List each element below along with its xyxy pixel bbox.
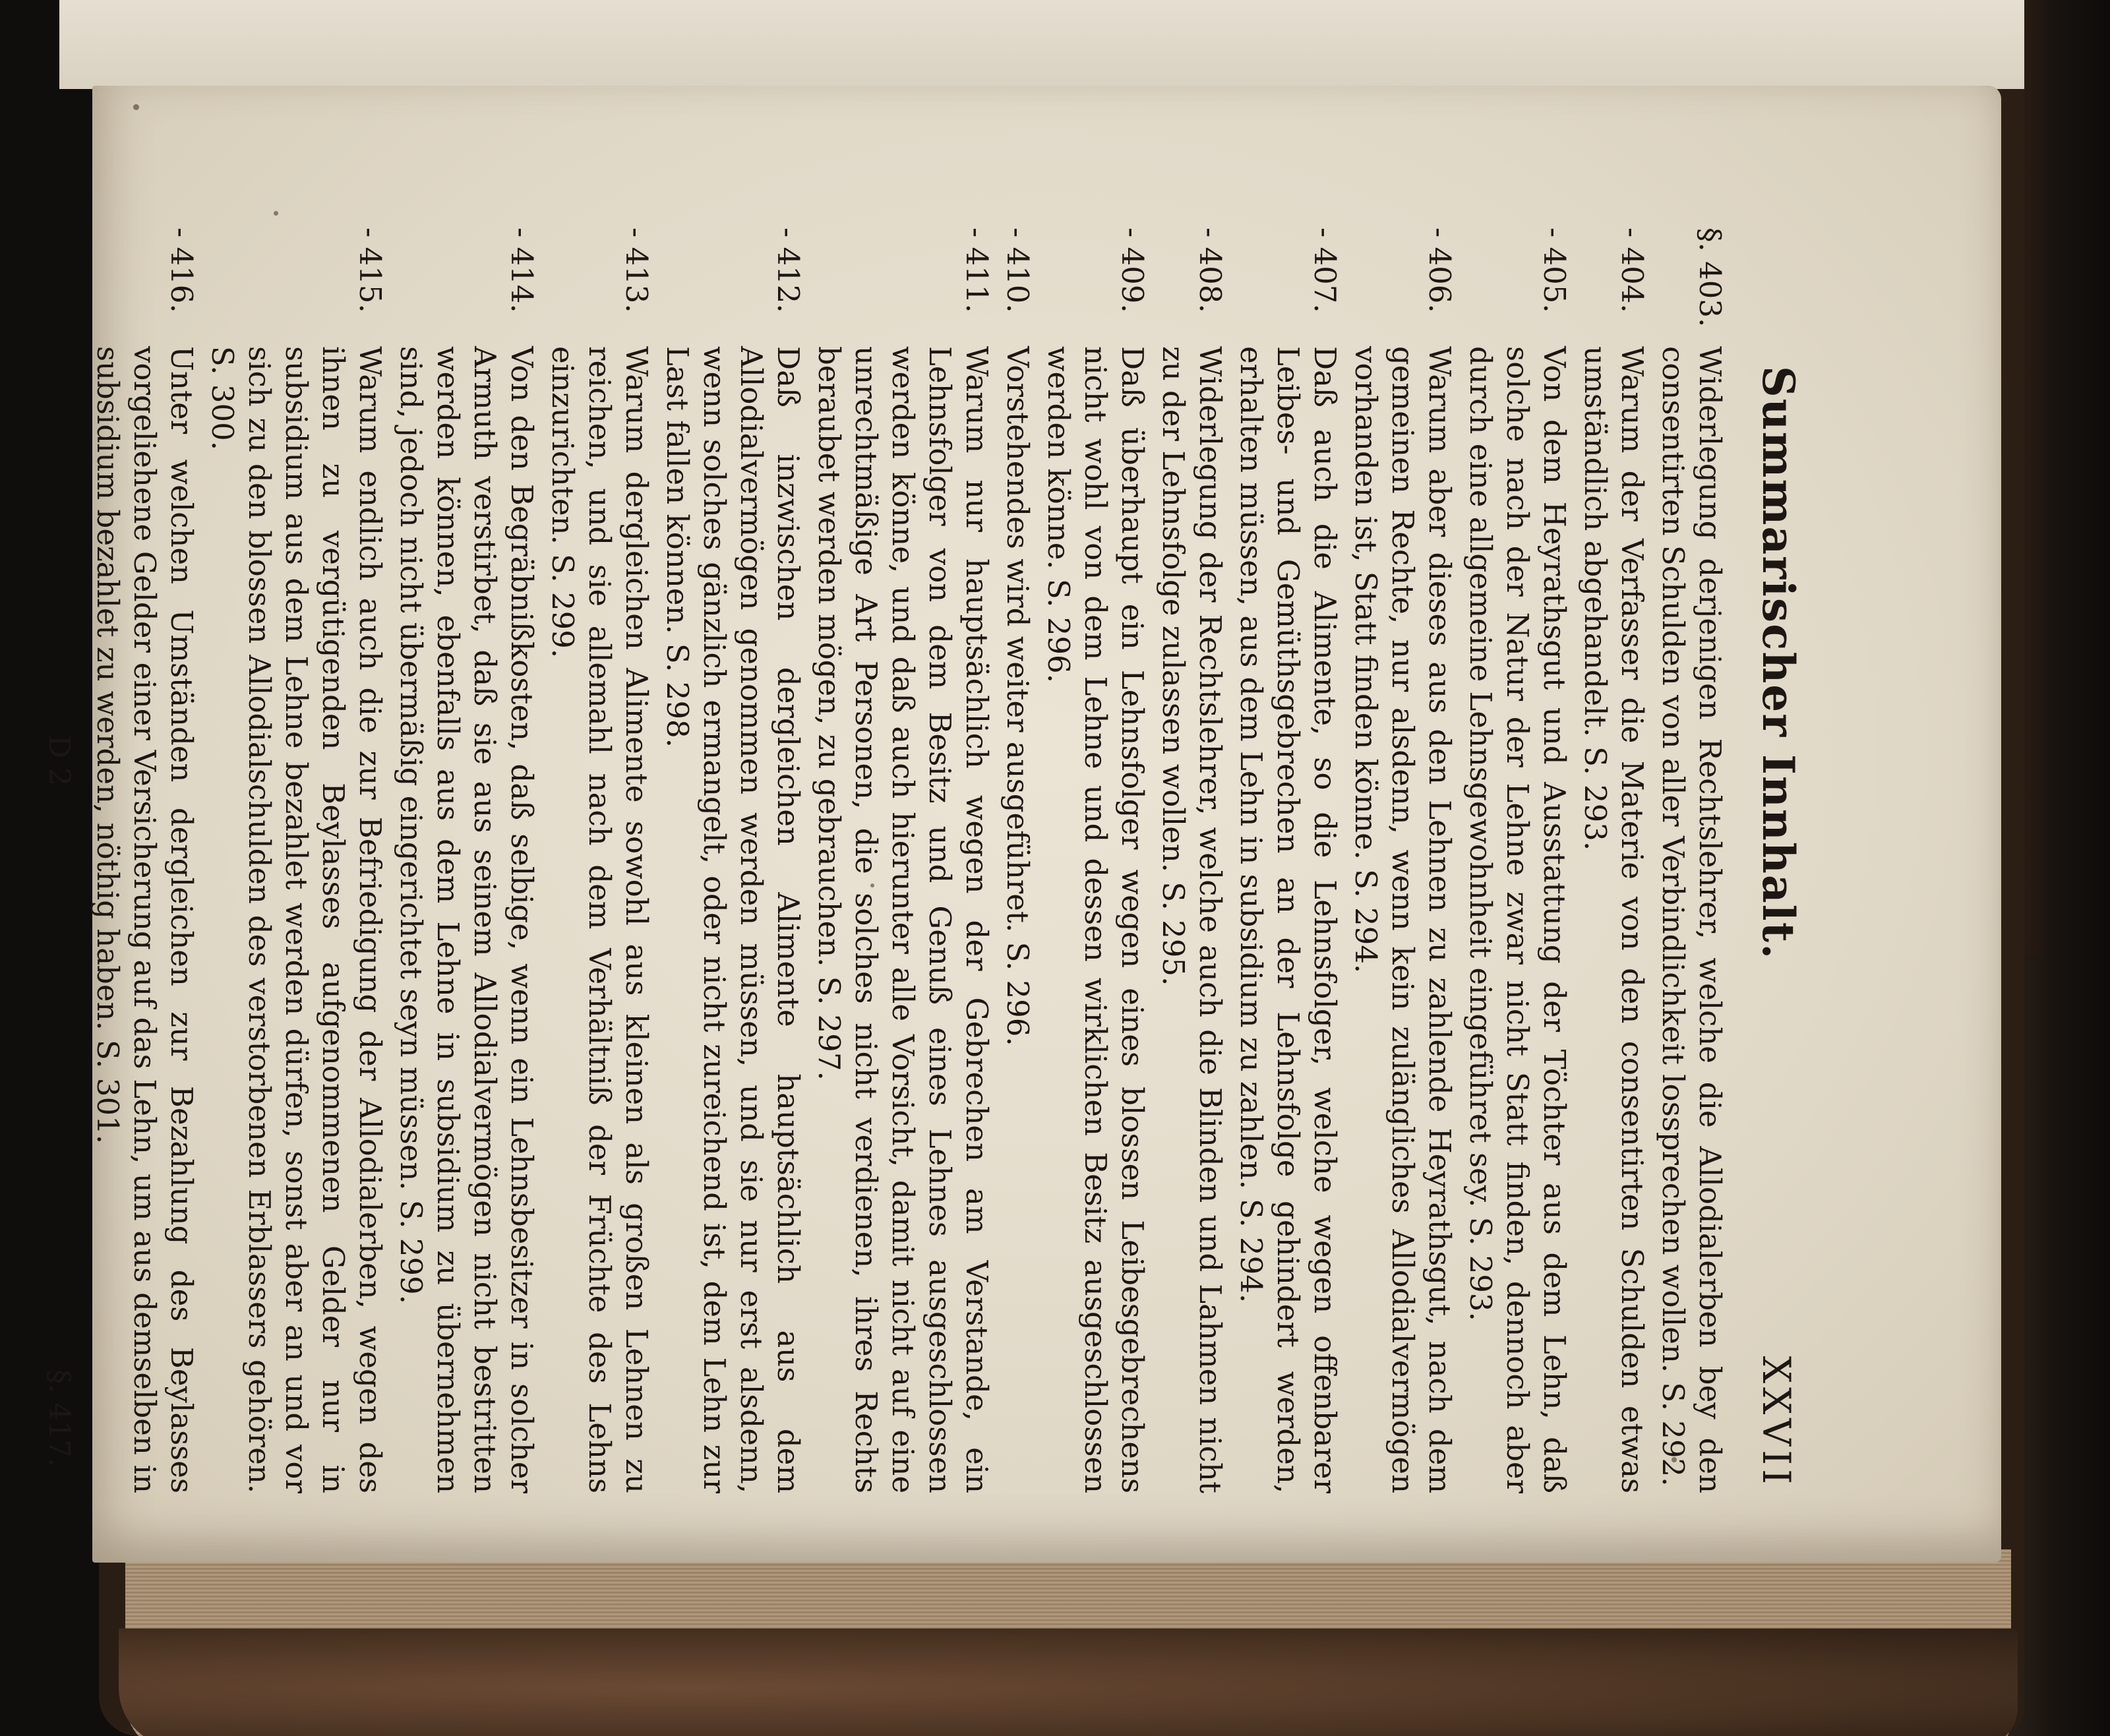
signature-mark: D 2 xyxy=(42,735,76,787)
section-number: - 410. xyxy=(1000,227,1035,313)
section-number: - 406. xyxy=(1422,227,1457,313)
entry-summary: Von den Begräbnißkosten, daß selbige, wenn ein Lehnsbesitzer in solcher Armuth verstirbet, daß sie aus seinem Allodialvermögen nicht bestritten werden können, ebenfalls aus dem Lehne in subsidium zu übernehmen sind, jedoch nicht übermäßig eingerichtet seyn müssen. S. 299. xyxy=(394,346,539,1493)
entry-summary: Vorstehendes wird weiter ausgeführet. S. 296. xyxy=(1000,346,1035,1046)
list-item xyxy=(392,227,540,1493)
section-number: §. 403. xyxy=(1693,227,1728,328)
list-item xyxy=(1040,227,1151,1493)
rotated-text-block xyxy=(42,227,1804,1493)
entry-summary: Warum dergleichen Alimente sowohl aus kleinen als großen Lehnen zu reichen, und sie allemahl nach dem Verhältniß der Früchte des Lehns einzurichten. S. 299. xyxy=(545,346,654,1493)
section-number: - 404. xyxy=(1615,227,1650,313)
section-number: - 416. xyxy=(164,227,199,313)
section-number: - 413. xyxy=(619,227,654,313)
list-item xyxy=(1462,227,1573,1493)
section-number: - 412. xyxy=(771,227,806,313)
page-number: XXVII xyxy=(1754,1356,1799,1488)
entry-summary: Daß inzwischen dergleichen Alimente hauptsächlich aus dem Allodialvermögen genommen werden müssen, und sie nur erst alsdenn, wenn solches gänzlich ermangelt, oder nicht zureichend ist, dem Lehn zur Last fallen können. S. 298. xyxy=(660,346,806,1493)
section-number: - 411. xyxy=(959,227,994,313)
entry-summary: Warum aber dieses aus den Lehnen zu zahlende Heyrathsgut, nach dem gemeinen Rechte, nur alsdenn, wenn kein zulängliches Allodialvermögen vorhanden ist, Statt finden könne. S. 294. xyxy=(1348,346,1457,1493)
running-head xyxy=(1751,227,1804,1493)
entry-summary: Daß auch die Alimente, so die Lehnsfolger, welche wegen offenbarer Leibes- und Gemüthsgebrechen an der Lehnsfolge gehindert werden, erhalten müssen, aus dem Lehn in subsidium zu zahlen. S. 294. xyxy=(1234,346,1342,1493)
entry-summary: Unter welchen Umständen dergleichen zur Bezahlung des Beylasses vorgeliehene Gelder einer Versicherung auf das Lehn, um aus demselben in subsidium bezahlet zu werden, nöthig haben. S. 301. xyxy=(90,346,199,1493)
section-number: - 408. xyxy=(1193,227,1228,313)
list-item xyxy=(1155,227,1228,1493)
section-number: - 405. xyxy=(1537,227,1572,313)
list-item xyxy=(999,227,1036,1493)
facing-page-edge xyxy=(59,0,2024,89)
entry-summary: Widerlegung der Rechtslehrer, welche auch die Blinden und Lahmen nicht zu der Lehnsfolge zulassen wollen. S. 295. xyxy=(1156,346,1228,1493)
list-item xyxy=(544,227,655,1493)
entry-summary: Warum der Verfasser die Materie von den consentirten Schulden etwas umständlich abgehandelt. S. 293. xyxy=(1578,346,1650,1493)
list-item xyxy=(1654,227,1728,1493)
entry-summary: Warum nur hauptsächlich wegen der Gebrechen am Verstande, ein Lehnsfolger von dem Besitz und Genuß eines Lehnes ausgeschlossen werden könne, und daß auch hierunter alle Vorsicht, damit nicht auf eine unrechtmäßige Art Personen, die solches nicht verdienen, ihres Rechts beraubet werden mögen, zu gebrauchen. S. 297. xyxy=(812,346,994,1493)
page-footer xyxy=(38,227,77,1493)
entry-summary: Daß überhaupt ein Lehnsfolger wegen eines blossen Leibesgebrechens nicht wohl von dem Lehne und dessen wirklichen Besitz ausgeschlossen werden könne. S. 296. xyxy=(1041,346,1150,1493)
list-item xyxy=(1347,227,1458,1493)
list-item xyxy=(89,227,200,1493)
list-item xyxy=(1232,227,1343,1493)
section-number: - 415. xyxy=(353,227,388,313)
catchword: §. 417. xyxy=(42,1369,76,1467)
running-title: Summarischer Innhalt. xyxy=(1753,366,1804,961)
list-item xyxy=(659,227,806,1493)
list-item xyxy=(204,227,388,1493)
paper-speck xyxy=(133,104,139,110)
entry-summary: Widerlegung derjenigen Rechtslehrer, welche die Allodialerben bey den consentirten Schulden von aller Verbindlichkeit lossprechen wollen. S. 292. xyxy=(1656,346,1728,1493)
section-number: - 407. xyxy=(1308,227,1342,313)
list-item xyxy=(810,227,995,1493)
list-item xyxy=(1577,227,1650,1493)
paper-speck xyxy=(274,211,278,216)
section-number: - 414. xyxy=(504,227,539,313)
section-number: - 409. xyxy=(1115,227,1150,313)
entry-summary: Von dem Heyrathsgut und Ausstattung der Töchter aus dem Lehn, daß solche nach der Natur der Lehne zwar nicht Statt finden, dennoch aber durch eine allgemeine Lehnsgewohnheit eingeführet sey. S. 293. xyxy=(1463,346,1572,1493)
leather-binding xyxy=(119,1629,2018,1736)
entry-summary: Warum endlich auch die zur Befriedigung der Allodialerben, wegen des ihnen zu vergütigenden Beylasses aufgenommenen Gelder nur in subsidium aus dem Lehne bezahlet werden dürfen, sonst aber an und vor sich zu den blossen Allodialschulden des verstorbenen Erblassers gehören. S. 300. xyxy=(205,346,388,1493)
table-of-contents-list xyxy=(89,227,1728,1493)
